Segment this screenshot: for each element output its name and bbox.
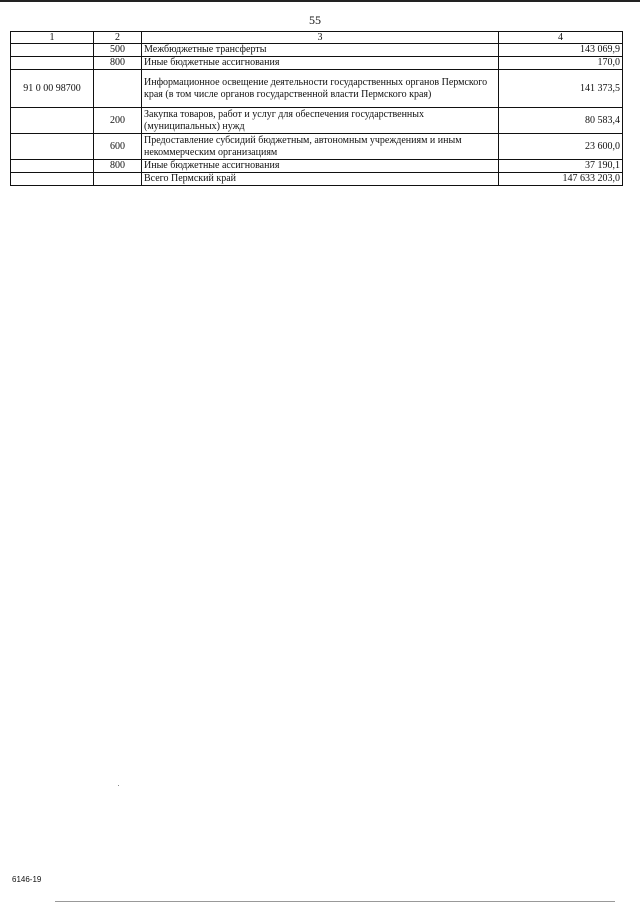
total-row: [11, 173, 623, 186]
row-sum: 143 069,9: [499, 44, 623, 57]
row-expense-type: 500: [94, 44, 142, 57]
row-code: 91 0 00 98700: [11, 70, 94, 108]
row-name: Иные бюджетные ассигнования: [142, 160, 499, 173]
table-header-row: [11, 32, 623, 44]
column-header-4: 4: [499, 32, 623, 44]
row-sum: 23 600,0: [499, 134, 623, 160]
table-row: [11, 134, 623, 160]
row-code: [11, 173, 94, 186]
row-code: [11, 57, 94, 70]
page-number: 55: [309, 13, 321, 27]
row-name: Межбюджетные трансферты: [142, 44, 499, 57]
table-row: [11, 44, 623, 57]
row-expense-type: 800: [94, 160, 142, 173]
row-code: [11, 108, 94, 134]
row-code: [11, 160, 94, 173]
row-expense-type: 600: [94, 134, 142, 160]
row-name: Иные бюджетные ассигнования: [142, 57, 499, 70]
scan-bottom-line: [55, 901, 615, 902]
row-sum: 141 373,5: [499, 70, 623, 108]
row-name: Информационное освещение деятельности государственных органов Пермского края (в том числе органов государственной власти Пермского края): [142, 70, 499, 108]
row-name: Закупка товаров, работ и услуг для обеспечения государственных (муниципальных) нужд: [142, 108, 499, 134]
table-row: [11, 57, 623, 70]
row-expense-type: [94, 173, 142, 186]
scan-speck: [118, 785, 119, 786]
row-name: Предоставление субсидий бюджетным, автономным учреждениям и иным некоммерческим организациям: [142, 134, 499, 160]
table-row: [11, 108, 623, 134]
column-header-1: 1: [11, 32, 94, 44]
row-expense-type: [94, 70, 142, 108]
scan-edge-line: [0, 0, 640, 2]
row-sum: 37 190,1: [499, 160, 623, 173]
table-row: [11, 160, 623, 173]
column-header-3: 3: [142, 32, 499, 44]
table-row: [11, 70, 623, 108]
total-sum: 147 633 203,0: [499, 173, 623, 186]
row-code: [11, 134, 94, 160]
row-code: [11, 44, 94, 57]
column-header-2: 2: [94, 32, 142, 44]
row-sum: 170,0: [499, 57, 623, 70]
row-expense-type: 200: [94, 108, 142, 134]
total-label: Всего Пермский край: [142, 173, 499, 186]
budget-table: [10, 31, 623, 186]
footer-document-code: 6146-19: [12, 875, 42, 884]
row-sum: 80 583,4: [499, 108, 623, 134]
row-expense-type: 800: [94, 57, 142, 70]
